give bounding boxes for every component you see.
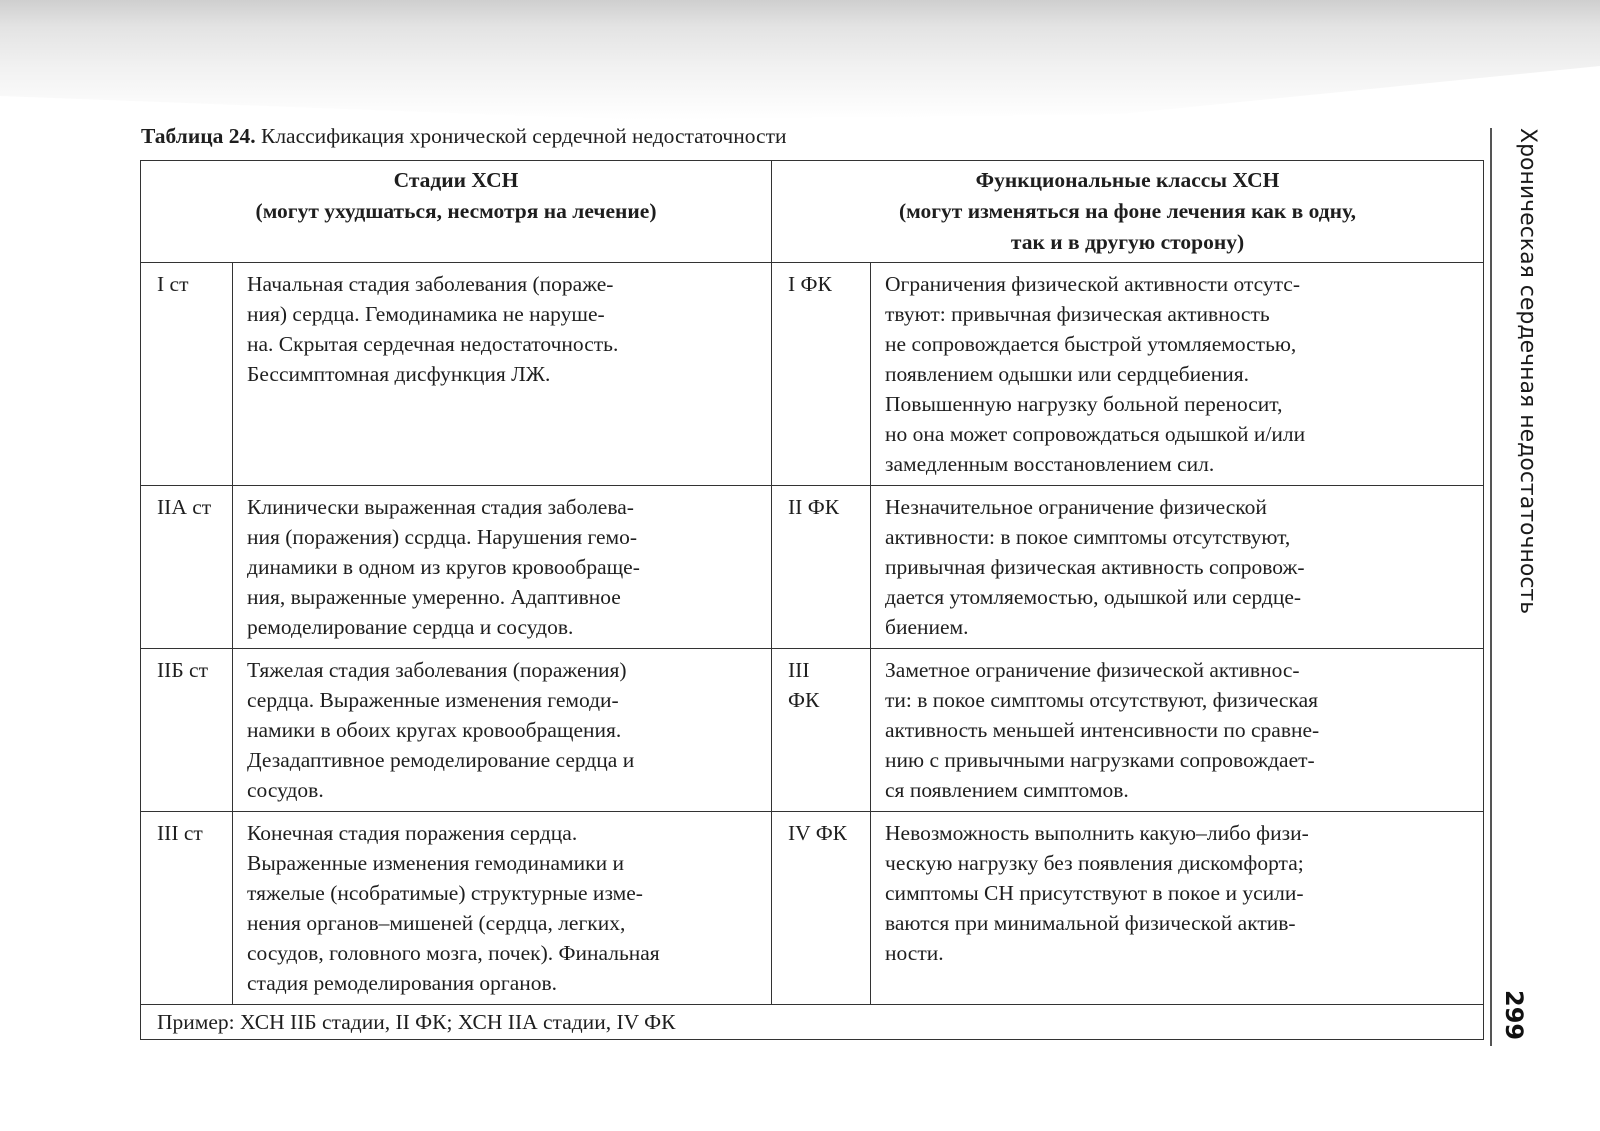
stage-description-line: на. Скрытая сердечная недостаточность. bbox=[247, 332, 619, 356]
side-rule bbox=[1490, 128, 1492, 1046]
table-header-row bbox=[141, 161, 1484, 263]
example-row bbox=[141, 1005, 1484, 1040]
table-body bbox=[141, 263, 1484, 1005]
stage-description-line: нения органов–мишеней (сердца, легких, bbox=[247, 911, 626, 935]
stage-line: III ст bbox=[157, 821, 203, 845]
table-caption-text: Классификация хронической сердечной недостаточности bbox=[255, 124, 787, 148]
stage-description-line: сердца. Выраженные изменения гемоди- bbox=[247, 688, 619, 712]
stage-description-line: намики в обоих кругах кровообращения. bbox=[247, 718, 622, 742]
stage-cell bbox=[141, 263, 233, 486]
header-stages bbox=[141, 161, 772, 263]
fc-description-cell bbox=[871, 486, 1484, 649]
fc-description-line: твуют: привычная физическая активность bbox=[885, 302, 1270, 326]
fc-line: II ФК bbox=[788, 495, 840, 519]
stage-description-cell bbox=[233, 812, 772, 1005]
table-caption bbox=[141, 124, 787, 149]
fc-cell bbox=[772, 812, 871, 1005]
table-caption-label: Таблица 24. bbox=[141, 124, 256, 148]
stage-description-line: динамики в одном из кругов кровообраще- bbox=[247, 555, 640, 579]
header-stages-line: (могут ухудшаться, несмотря на лечение) bbox=[255, 199, 657, 223]
stage-line: I ст bbox=[157, 272, 189, 296]
fc-line: I ФК bbox=[788, 272, 832, 296]
scan-shadow bbox=[0, 0, 1600, 120]
stage-description-line: Конечная стадия поражения сердца. bbox=[247, 821, 578, 845]
fc-description-cell bbox=[871, 649, 1484, 812]
fc-cell bbox=[772, 649, 871, 812]
header-classes bbox=[772, 161, 1484, 263]
table-row bbox=[141, 649, 1484, 812]
stage-cell bbox=[141, 649, 233, 812]
stage-description-line: Клинически выраженная стадия заболева- bbox=[247, 495, 634, 519]
fc-description-line: не сопровождается быстрой утомляемостью, bbox=[885, 332, 1297, 356]
stage-description-line: стадия ремоделирования органов. bbox=[247, 971, 558, 995]
fc-description-line: ности. bbox=[885, 941, 944, 965]
stage-description-line: сосудов. bbox=[247, 778, 324, 802]
fc-description-line: Невозможность выполнить какую–либо физи- bbox=[885, 821, 1309, 845]
fc-description-line: нию с привычными нагрузками сопровождает- bbox=[885, 748, 1315, 772]
fc-description-line: ся появлением симптомов. bbox=[885, 778, 1129, 802]
header-classes-line: так и в другую сторону) bbox=[1010, 230, 1245, 254]
stage-description-cell bbox=[233, 263, 772, 486]
fc-description-line: ти: в покое симптомы отсутствуют, физическая bbox=[885, 688, 1318, 712]
header-classes-line: Функциональные классы ХСН bbox=[975, 168, 1280, 192]
example-cell: Пример: ХСН IIБ стадии, II ФК; ХСН IIА стадии, IV ФК bbox=[141, 1005, 1484, 1040]
fc-line: ФК bbox=[788, 688, 820, 712]
fc-line: IV ФК bbox=[788, 821, 848, 845]
header-classes-line: (могут изменяться на фоне лечения как в одну, bbox=[899, 199, 1357, 223]
header-stages-line: Стадии ХСН bbox=[393, 168, 519, 192]
fc-description-line: активность меньшей интенсивности по сравне- bbox=[885, 718, 1320, 742]
fc-description-line: ваются при минимальной физической актив- bbox=[885, 911, 1296, 935]
stage-description-line: ремоделирование сердца и сосудов. bbox=[247, 615, 574, 639]
stage-cell bbox=[141, 812, 233, 1005]
page-number: 299 bbox=[1500, 990, 1528, 1041]
stage-line: IIБ ст bbox=[157, 658, 208, 682]
classification-table bbox=[140, 160, 1484, 1040]
fc-description-cell bbox=[871, 812, 1484, 1005]
fc-cell bbox=[772, 263, 871, 486]
stage-description-cell bbox=[233, 649, 772, 812]
stage-description-line: ния (поражения) ссрдца. Нарушения гемо- bbox=[247, 525, 638, 549]
fc-description-cell bbox=[871, 263, 1484, 486]
stage-description-line: Тяжелая стадия заболевания (поражения) bbox=[247, 658, 627, 682]
fc-description-line: но она может сопровождаться одышкой и/или bbox=[885, 422, 1306, 446]
fc-description-line: Заметное ограничение физической активнос- bbox=[885, 658, 1300, 682]
stage-line: IIА ст bbox=[157, 495, 212, 519]
fc-line: III bbox=[788, 658, 810, 682]
fc-description-line: дается утомляемостью, одышкой или сердце- bbox=[885, 585, 1302, 609]
running-title: Хроническая сердечная недостаточность bbox=[1515, 128, 1540, 615]
stage-description-line: ния, выраженные умеренно. Адаптивное bbox=[247, 585, 621, 609]
stage-description-line: Выраженные изменения гемодинамики и bbox=[247, 851, 624, 875]
fc-description-line: биением. bbox=[885, 615, 969, 639]
fc-cell bbox=[772, 486, 871, 649]
stage-description-line: ния) сердца. Гемодинамика не наруше- bbox=[247, 302, 605, 326]
stage-description-line: тяжелые (нсобратимые) структурные изме- bbox=[247, 881, 643, 905]
fc-description-line: Повышенную нагрузку больной переносит, bbox=[885, 392, 1283, 416]
fc-description-line: появлением одышки или сердцебиения. bbox=[885, 362, 1250, 386]
fc-description-line: замедленным восстановлением сил. bbox=[885, 452, 1215, 476]
stage-cell bbox=[141, 486, 233, 649]
fc-description-line: Ограничения физической активности отсутс- bbox=[885, 272, 1301, 296]
table-row bbox=[141, 812, 1484, 1005]
stage-description-line: Дезадаптивное ремоделирование сердца и bbox=[247, 748, 635, 772]
table-row bbox=[141, 486, 1484, 649]
fc-description-line: активности: в покое симптомы отсутствуют, bbox=[885, 525, 1291, 549]
fc-description-line: ческую нагрузку без появления дискомфорта; bbox=[885, 851, 1304, 875]
table-row bbox=[141, 263, 1484, 486]
fc-description-line: Незначительное ограничение физической bbox=[885, 495, 1267, 519]
stage-description-line: Бессимптомная дисфункция ЛЖ. bbox=[247, 362, 551, 386]
stage-description-cell bbox=[233, 486, 772, 649]
stage-description-line: сосудов, головного мозга, почек). Финальная bbox=[247, 941, 660, 965]
fc-description-line: привычная физическая активность сопровож- bbox=[885, 555, 1305, 579]
fc-description-line: симптомы СН присутствуют в покое и усили- bbox=[885, 881, 1304, 905]
stage-description-line: Начальная стадия заболевания (пораже- bbox=[247, 272, 614, 296]
